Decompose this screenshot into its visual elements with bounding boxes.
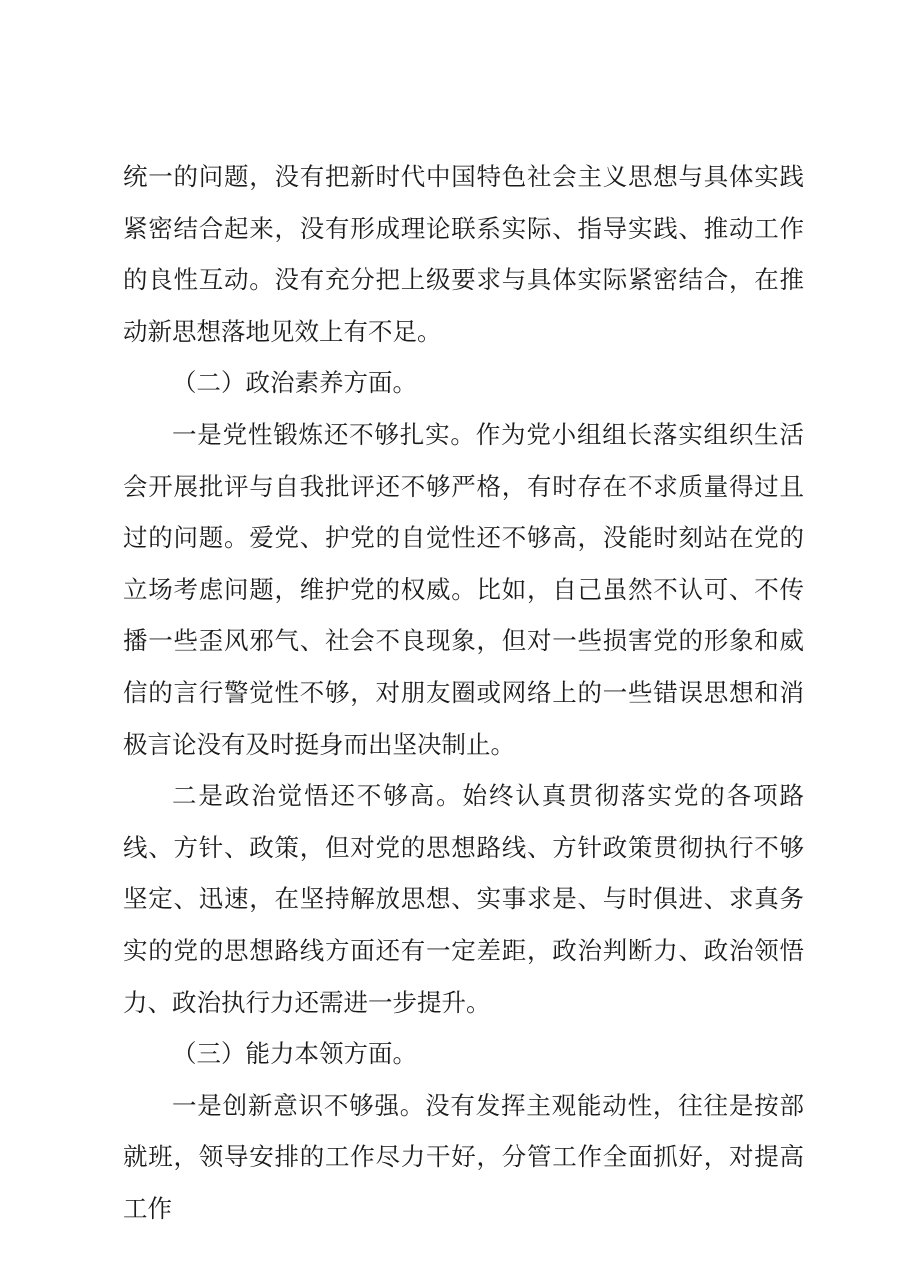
document-body — [123, 151, 804, 1234]
paragraph-innovation: 一是创新意识不够强。没有发挥主观能动性，往往是按部就班，领导安排的工作尽力干好，分管工作全面抓好，对提高工作 — [123, 1090, 804, 1223]
section-heading-ability: （三）能力本领方面。 — [172, 1039, 417, 1069]
section-heading-political-literacy: （二）政治素养方面。 — [172, 368, 417, 398]
paragraph-continuation: 统一的问题，没有把新时代中国特色社会主义思想与具体实践紧密结合起来，没有形成理论联系实际、指导实践、推动工作的良性互动。没有充分把上级要求与具体实际紧密结合，在推动新思想落地见效上有不足。 — [123, 162, 804, 346]
paragraph-political-awareness: 二是政治觉悟还不够高。始终认真贯彻落实党的各项路线、方针、政策，但对党的思想路线、方针政策贯彻执行不够坚定、迅速，在坚持解放思想、实事求是、与时俱进、求真务实的党的思想路线方面还有一定差距，政治判断力、政治领悟力、政治执行力还需进一步提升。 — [123, 781, 804, 1017]
paragraph-party-spirit: 一是党性锻炼还不够扎实。作为党小组组长落实组织生活会开展批评与自我批评还不够严格，有时存在不求质量得过且过的问题。爱党、护党的自觉性还不够高，没能时刻站在党的立场考虑问题，维护党的权威。比如，自己虽然不认可、不传播一些歪风邪气、社会不良现象，但对一些损害党的形象和威信的言行警觉性不够，对朋友圈或网络上的一些错误思想和消极言论没有及时挺身而出坚决制止。 — [123, 419, 804, 759]
